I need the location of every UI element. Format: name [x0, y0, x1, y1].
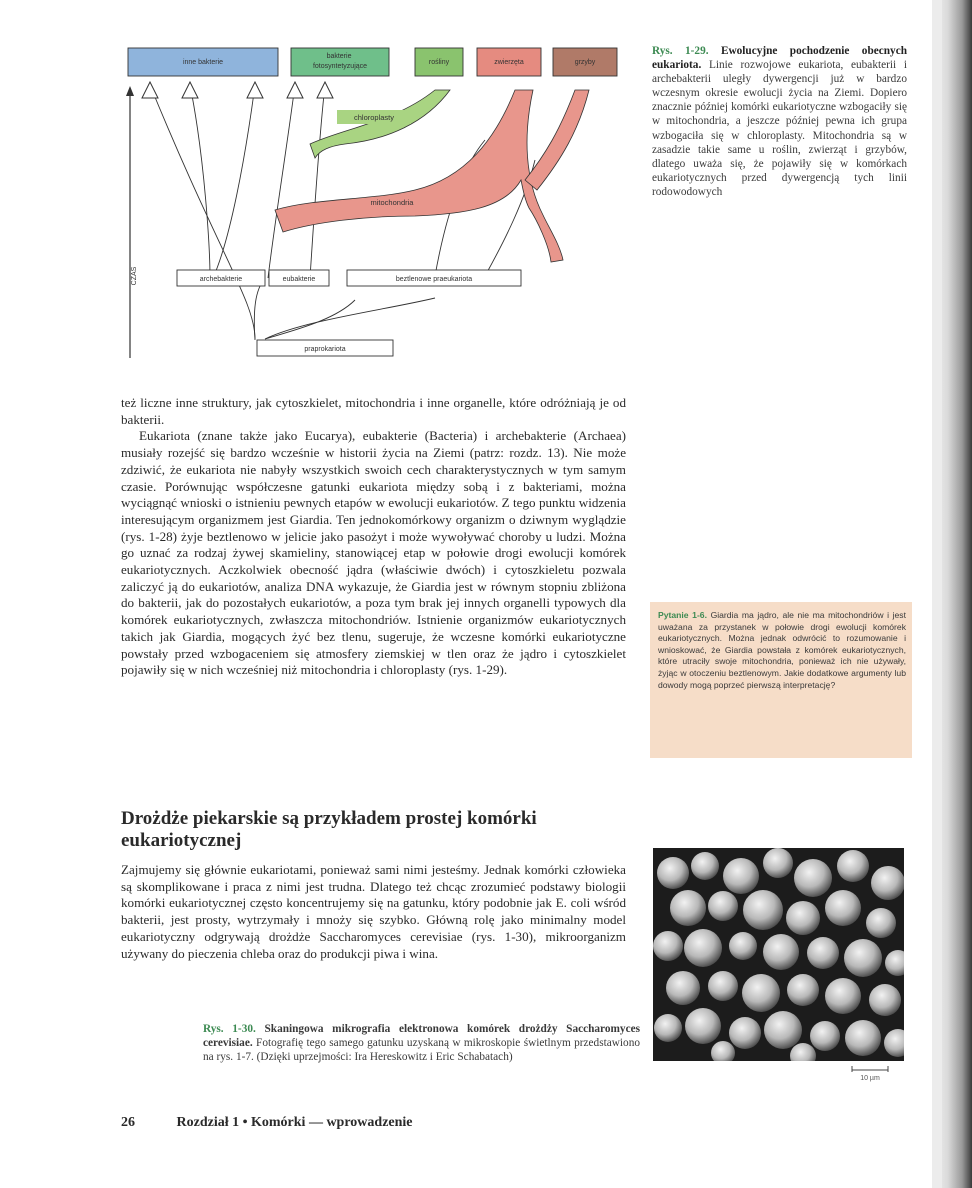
time-axis-label: CZAS — [131, 266, 138, 286]
box-inne-bakterie-label: inne bakterie — [182, 59, 224, 66]
figure-1-30-title: Skaningowa mikrografia elektronowa komórek drożdży Saccharomyces cerevisiae. — [203, 1023, 640, 1050]
scale-bar — [848, 1063, 892, 1085]
box-rosliny-label: rośliny — [428, 59, 450, 66]
scale-bar-label: 10 µm — [860, 1075, 880, 1082]
section-heading: Drożdże piekarskie są przykładem prostej komórki eukariotycznej — [121, 808, 537, 851]
box-eubakterie-label: eubakterie — [282, 276, 316, 283]
figure-1-29-label: Rys. 1-29. — [652, 45, 709, 57]
question-text: Giardia ma jądro, ale nie ma mitochondriów i jest uważana za przystanek w połowie drogi ewolucji komórek eukariotycznych. Można jednak odwrócić to rozumowanie i wnioskować, że Giardia powstała z komórek eukariotycznych, które utraciły swoje mitochondria, ponieważ ich nie używały, żyjąc w otoczeniu beztlenowym. Jakie dodatkowe argumenty lub dowody mogą poprzeć pierwszą interpretację? — [658, 610, 906, 690]
figure-1-30-text: Fotografię tego samego gatunku uzyskaną w mikroskopie świetlnym przedstawiono na rys. 1-7. (Dzięki uprzejmości: Ira Hereskowitz i Eric Schabatach) — [203, 1037, 641, 1064]
box-foto-line2: fotosyntetyzujące — [312, 63, 368, 70]
figure-1-30-label: Rys. 1-30. — [203, 1023, 256, 1035]
page-edge-shadow — [932, 0, 972, 1188]
mitochondria-label: mitochondria — [370, 198, 414, 207]
chloroplasty-label: chloroplasty — [353, 113, 395, 122]
figure-1-29-caption — [652, 44, 907, 199]
yeast-micrograph — [653, 848, 904, 1061]
box-beztlenowe-label: beztlenowe praeukariota — [395, 276, 473, 283]
box-archebakterie-label: archebakterie — [199, 276, 243, 283]
question-label: Pytanie 1-6. — [658, 610, 707, 620]
page-number: 26 — [121, 1115, 135, 1130]
body-text-upper — [121, 395, 626, 679]
box-foto-line1: bakterie — [326, 53, 352, 60]
running-head: Rozdział 1 • Komórki — wprowadzenie — [176, 1115, 413, 1130]
box-grzyby-label: grzyby — [574, 59, 596, 66]
arrow-foto — [317, 82, 333, 98]
paragraph-eukariota: Eukariota (znane także jako Eucarya), eubakterie (Bacteria) i archebakterie (Archaea) musiały rozejść się bardzo wcześnie w historii życia na Ziemi (patrz: rozdz. 13). Nie może zdziwić, że eukariota nie nabyły wszystkich swoich cech charakterystycznych w tym samym czasie. Porównując współczesne gatunki eukariota między sobą i z bakteriami, można wyciągnąć wnioski o istnieniu pewnych etapów w ewolucji eukariotów. Z tego punktu widzenia interesującym organizmem jest Giardia. Ten jednokomórkowy organizm o dziwnym wyglądzie (rys. 1-28) żyje beztlenowo w jelicie jako pasożyt i może wywoływać choroby u ludzi. Można go uznać za rodzaj żywej skamieliny, stanowiącej etap w połowie drogi ewolucji komórek eukariotycznych. Aczkolwiek obecność jądra (właściwie dwóch) i cytoszkieletu pozwala zaliczyć ją do eukariotów, analiza DNA wykazuje, że Giardia jest w równym stopniu zbliżona do bakterii, jak do pozostałych eukariotów, a poza tym brak jej innych organelli typowych dla komórek eukariotycznych, zwłaszcza mitochondriów. Istnienie organizmów eukariotycznych takich jak Giardia, mogących żyć bez tlenu, sugeruje, że wczesne komórki eukariotyczne powstały przed wzbogaceniem się atmosfery ziemskiej w tlen oraz że jądro i cytoszkielet pojawiły się w nich wcześniej niż mitochondria i chloroplasty (rys. 1-29). — [121, 428, 626, 678]
box-zwierzeta-label: zwierzęta — [494, 59, 524, 66]
arrow-inne-1 — [142, 82, 158, 98]
body-text-lower — [121, 862, 626, 962]
arrow-inne-3 — [247, 82, 263, 98]
yeast-micrograph-image — [653, 848, 904, 1061]
paragraph-drozdze: Zajmujemy się głównie eukariotami, ponieważ sami nimi jesteśmy. Jednak komórki człowieka są skomplikowane i praca z nimi jest trudna. Dlatego też chcąc zrozumieć podstawy biologii komórki eukariotycznej często koncentrujemy się na gatunku, który podobnie jak E. coli wśród bakterii, jest prosty, wytrzymały i mnoży się szybko. Główną rolę jako minimalny model eukariotyczny odgrywają drożdże Saccharomyces cerevisiae (rys. 1-30), mikroorganizm używany do pieczenia chleba oraz do produkcji piwa i wina. — [121, 862, 626, 961]
figure-1-30-caption — [203, 1022, 640, 1065]
figure-1-29-title: Ewolucyjne pochodzenie obecnych eukariota. — [652, 45, 907, 72]
page-footer — [121, 1115, 413, 1131]
time-axis-arrow — [126, 86, 134, 96]
evolution-diagram — [105, 40, 625, 370]
mitochondria-branch-grzyby — [525, 90, 589, 190]
paragraph-continuation: też liczne inne struktury, jak cytoszkielet, mitochondria i inne organelle, które odróżniają je od bakterii. — [121, 395, 626, 427]
box-praprokariota-label: praprokariota — [304, 346, 346, 353]
arrow-inne-2 — [182, 82, 198, 98]
question-box — [650, 602, 912, 758]
question-text-block — [658, 610, 906, 691]
figure-1-29-text: Linie rozwojowe eukariota, eubakterii i archebakterii uległy dywergencji już w bardzo wczesnym okresie ewolucji życia na Ziemi. Dopiero znacznie później komórki eukariotyczne wzbogaciły się w mitochondria, a jeszcze później pewna ich grupa wzbogaciła się w chloroplasty. Mitochondria są w zasadzie takie same u roślin, zwierząt i grzybów, dlatego uważa się, że pojawiły się w komórkach eukariotycznych przed dywergencją tych linii rodowodowych — [652, 59, 908, 198]
arrow-inne-4 — [287, 82, 303, 98]
